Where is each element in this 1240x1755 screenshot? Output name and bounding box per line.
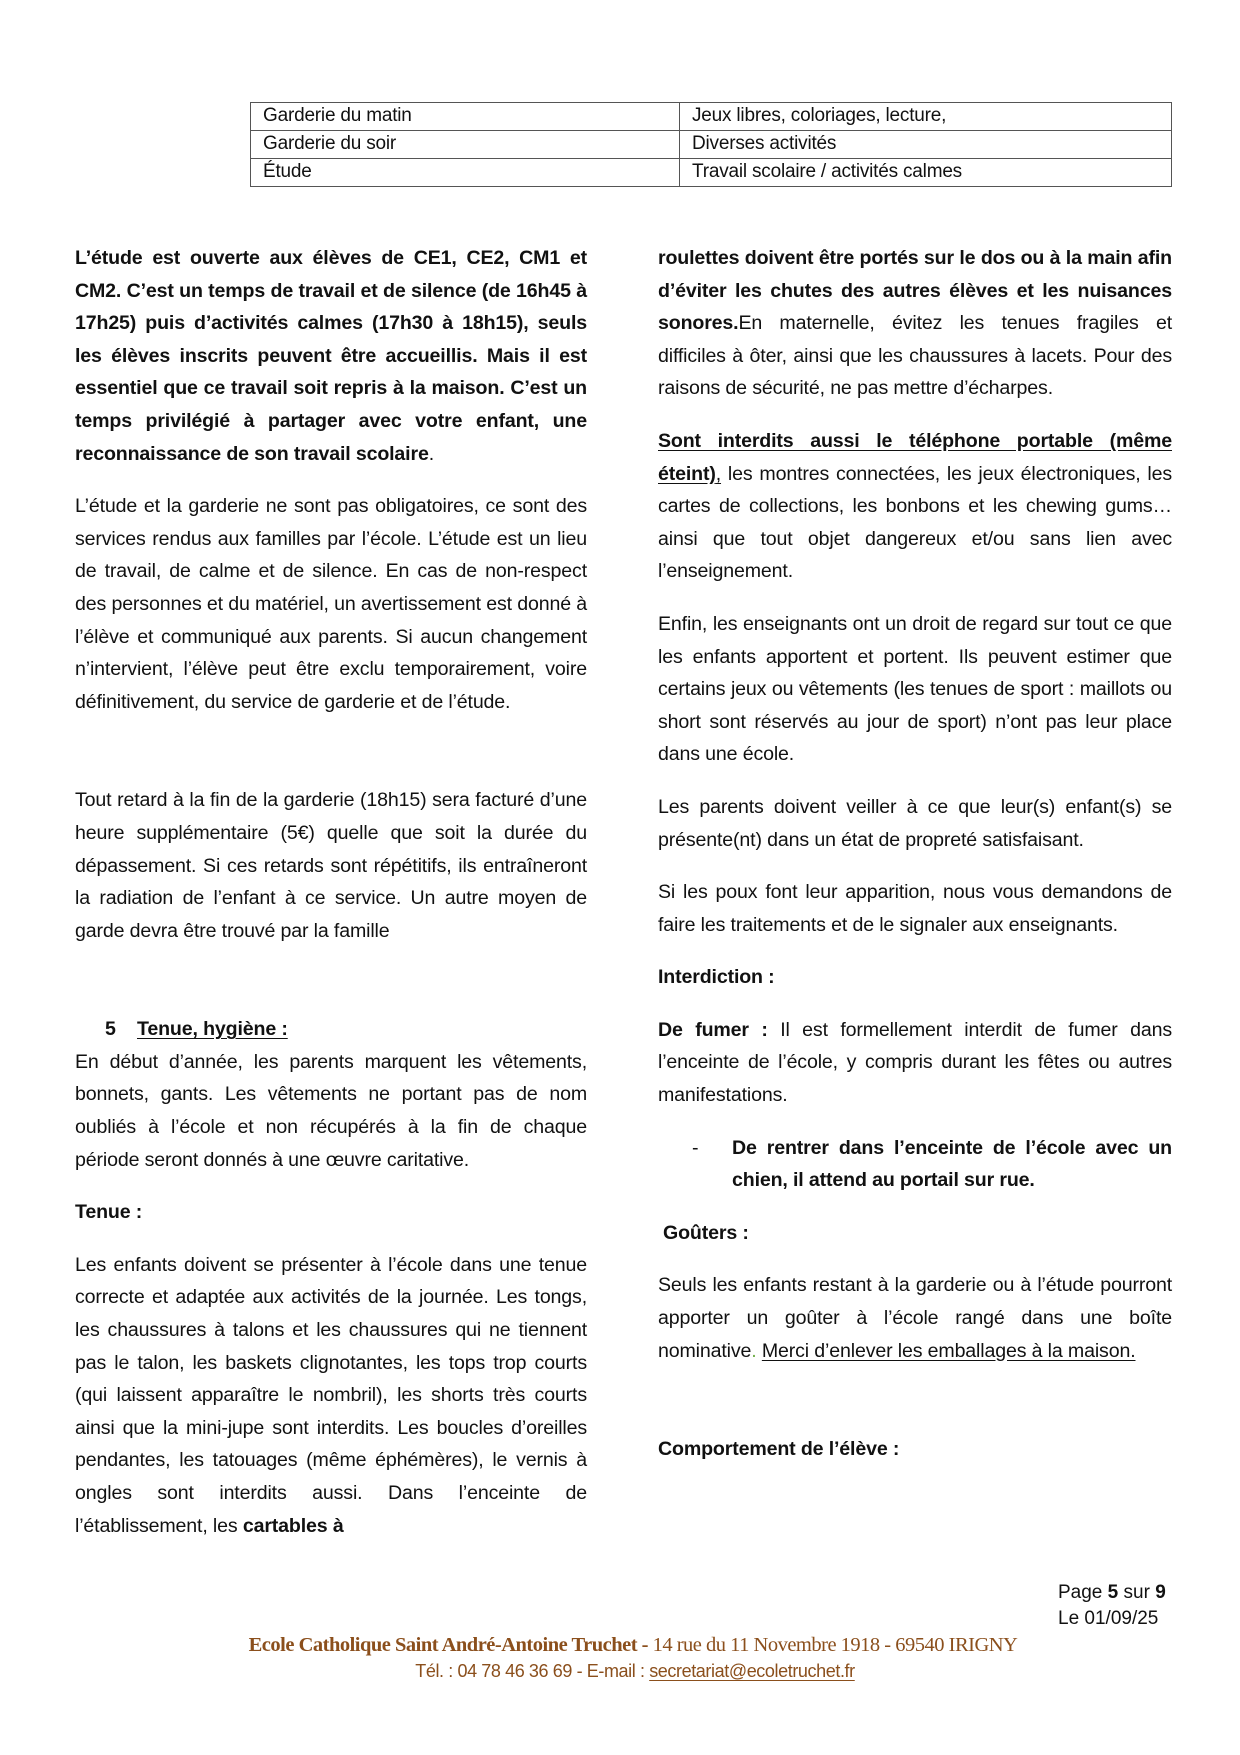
footer-contact-line (0, 1658, 1240, 1684)
chien-list-item (658, 1132, 1172, 1197)
section-heading-tenue-hygiene (75, 1013, 587, 1046)
service-cell: Garderie du matin (251, 103, 680, 131)
tenue-bold-tail: cartables à (242, 1514, 344, 1537)
gouters-heading: Goûters : (663, 1221, 749, 1244)
activity-cell: Diverses activités (680, 131, 1172, 159)
activity-cell: Jeux libres, coloriages, lecture, (680, 103, 1172, 131)
interdits-text: les montres connectées, les jeux électroniques, les cartes de collections, les bonbons et les chewing gums…ainsi que tout objet dangereux et/ou sans lien avec l’enseignement. (658, 462, 1172, 583)
page-current: 5 (1107, 1582, 1119, 1603)
poux-paragraph: Si les poux font leur apparition, nous vous demandons de faire les traitements et de le signaler aux enseignants. (658, 881, 1172, 936)
chien-text: De rentrer dans l’enceinte de l’école avec un chien, il attend au portail sur rue. (732, 1136, 1172, 1192)
table-row (251, 159, 1172, 187)
page-date: Le 01/09/25 (1058, 1608, 1159, 1629)
activity-table (250, 102, 1172, 187)
footer-address-line (0, 1632, 1240, 1658)
interdits-bold-underlined: Sont interdits aussi le téléphone portable (même éteint) (658, 429, 1172, 485)
services-paragraph: L’étude et la garderie ne sont pas obligatoires, ce sont des services rendus aux familles par l’école. L’étude est un lieu de travail, de calme et de silence. En cas de non-respect des personnes et du matériel, un avertissement est donné à l’élève et communiqué aux parents. Si aucun changement n’intervient, l’élève peut être exclu temporairement, voire définitivement, du service de garderie et de l’étude. (75, 495, 587, 713)
interdiction-heading: Interdiction : (658, 966, 775, 989)
etude-bold-text: L’étude est ouverte aux élèves de CE1, CE2, CM1 et CM2. C’est un temps de travail et de silence (de 16h45 à 17h25) puis d’activités calmes (17h30 à 18h15), seuls les élèves inscrits peuvent être accueillis. Mais il est essentiel que ce travail soit repris à la maison. C’est un temps privilégié à partager avec votre enfant, une reconnaissance de son travail scolaire (75, 247, 587, 465)
right-column (658, 242, 1172, 1466)
proprete-paragraph: Les parents doivent veiller à ce que leur(s) enfant(s) se présente(nt) dans un état de propreté satisfaisant. (658, 795, 1172, 851)
interdits-comma: , (715, 462, 722, 485)
tenue-heading: Tenue : (75, 1201, 143, 1224)
gouters-text: Seuls les enfants restant à la garderie ou à l’étude pourront apporter un goûter à l’école rangé dans une boîte nominative (658, 1274, 1172, 1362)
dash-bullet-icon: - (692, 1136, 699, 1159)
gouters-paragraph (658, 1269, 1172, 1367)
service-cell: Étude (251, 159, 680, 187)
table-row (251, 131, 1172, 159)
cartables-text: En maternelle, évitez les tenues fragiles et difficiles à ôter, ainsi que les chaussures à lacets. Pour des raisons de sécurité, ne pas mettre d’écharpes. (658, 312, 1172, 400)
hygiene-paragraph: En début d’année, les parents marquent les vêtements, bonnets, gants. Les vêtements ne portant pas de nom oubliés à l’école et non récupérés à la fin de chaque période seront donnés à une œuvre caritative. (75, 1050, 587, 1171)
fumer-paragraph (658, 1014, 1172, 1112)
regard-paragraph: Enfin, les enseignants ont un droit de regard sur tout ce que les enfants apportent et portent. Ils peuvent estimer que certains jeux ou vêtements (les tenues de sport : maillots ou short sont réservés au jour de sport) n’ont pas leur place dans une école. (658, 612, 1172, 766)
gouters-dot: . (751, 1339, 757, 1362)
contact-prefix: Tél. : 04 78 46 36 69 - E-mail : (415, 1661, 650, 1681)
email-link[interactable]: secretariat@ecoletruchet.fr (649, 1661, 855, 1681)
tenue-text: Les enfants doivent se présenter à l’école dans une tenue correcte et adaptée aux activités de la journée. Les tongs, les chaussures à talons et les chaussures qui ne tiennent pas le talon, les baskets clignotantes, les tops trop courts (qui laissent apparaître le nombril), les shorts très courts ainsi que la mini-jupe sont interdits. Les boucles d’oreilles pendantes, les tatouages (même éphémères), le vernis à ongles sont interdits aussi. Dans l’enceinte de l’établissement, les (75, 1253, 587, 1537)
page-total: 9 (1155, 1582, 1166, 1603)
school-name: Ecole Catholique Saint André-Antoine Truchet - (248, 1634, 653, 1656)
footer (0, 1632, 1240, 1684)
comportement-heading: Comportement de l’élève : (658, 1438, 900, 1461)
interdits-paragraph (658, 425, 1172, 588)
fumer-text: Il est formellement interdit de fumer dans l’enceinte de l’école, y compris durant les fêtes ou autres manifestations. (658, 1018, 1172, 1107)
cartables-bold-text: roulettes doivent être portés sur le dos ou à la main afin d’éviter les chutes des autres élèves et les nuisances sonores. (658, 247, 1172, 335)
cartables-paragraph (658, 242, 1172, 405)
section-number: 5 (105, 1018, 116, 1041)
page-number: Page 5 sur 9 (1058, 1582, 1166, 1603)
left-column (75, 242, 587, 1542)
etude-paragraph (75, 242, 587, 470)
gouters-underlined: Merci d’enlever les emballages à la maison. (761, 1339, 1136, 1362)
retard-paragraph: Tout retard à la fin de la garderie (18h15) sera facturé d’une heure supplémentaire (5€) quelle que soit la durée du dépassement. Si ces retards sont répétitifs, ils entraîneront la radiation de l’enfant à ce service. Un autre moyen de garde devra être trouvé par la famille (75, 789, 587, 942)
section-title: Tenue, hygiène : (137, 1018, 288, 1041)
tenue-paragraph (75, 1249, 587, 1542)
page-info (1058, 1580, 1166, 1632)
fumer-label: De fumer : (658, 1018, 768, 1041)
activity-cell: Travail scolaire / activités calmes (680, 159, 1172, 187)
school-address: 14 rue du 11 Novembre 1918 - 69540 IRIGNY (652, 1634, 1018, 1656)
service-cell: Garderie du soir (251, 131, 680, 159)
table-row (251, 103, 1172, 131)
etude-tail: . (428, 442, 434, 465)
